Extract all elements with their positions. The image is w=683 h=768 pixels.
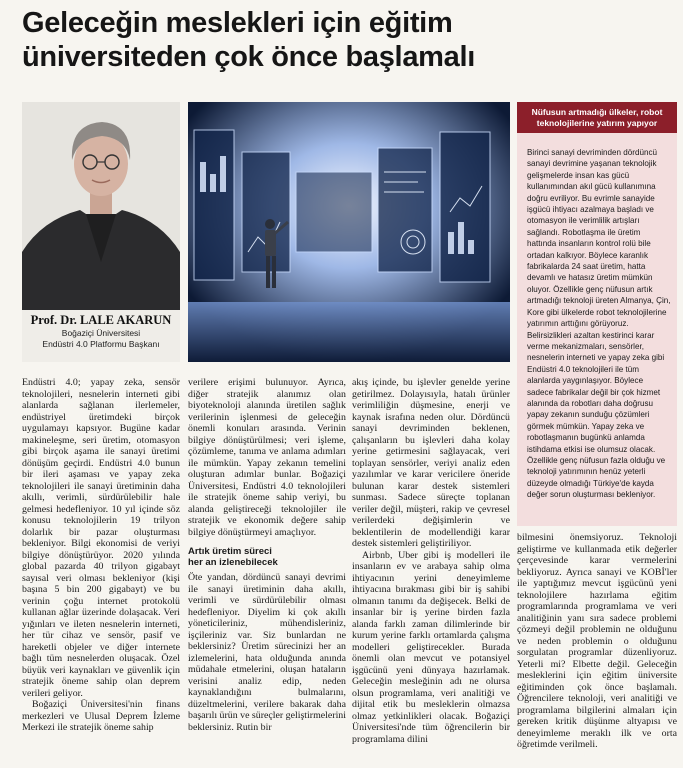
col3-paragraph-2: Airbnb, Uber gibi iş modelleri ile insanların ev ve arabaya sahip olma ihtiyacının yerini deneyimleme ihtiyacına bırakması gibi bir iş sahibi olmanın tanımı da değişecek. Belki de insanlar bir iş yerine birden fazla alanda farklı zaman dilimlerinde bir kurum yerine farklı ortamlarda çalışma modelleri geliştirecekler. Burada önemli olan mevcut ve potansiyel işgücünü yeni dünyaya hazırlamak. Geleceğin mesleğinin adı ne olursa olsun programlama, veri analitiği ve dijital etik bu mesleklerin olmazsa olmaz yetkinlikleri olacak. Boğaziçi Üniversitesi'nde tüm öğrencilerin bir programlama dilini bbox=[352, 549, 510, 745]
sidebar-paragraph: Birinci sanayi devriminden dördüncü sanayi devrimine yaşanan teknolojik gelişmelerde insan kas gücü kullanımından akıl gücü kullanımına doğru evriliyor. Bu evrimle sanayide işgücü ihtiyacı azalmaya başladı ve otomasyon ile verimlilik artışları sağlandı. Robotlaşma ile üretim hattında insanların kontrol rolü bile ortadan kalkıyor. Böylece karanlık fabrikalarda 24 saat üretim, hatta devamlı ve hatasız üretim mümkün oluyor. Özellikle genç nüfusun artık artmadığı teknoloji üreten Almanya, Çin, Kore gibi ülkelerde robot teknolojilerine yatırımın arttığını görüyoruz. Belirsizlikleri azaltan kestirinci karar verme mekanizmaları, sensörler, nesnelerin interneti ve yapay zeka gibi Endüstri 4.0 teknolojileri ile tüm alanlarda yaygınlaşıyor. Böylece sadece fabrikalar değil bir çok hizmet alanında da robotları daha doğrusu yapay zekanın sunduğu çözümleri görmek mümkün. Yapay zeka ve robotlaşmanın bugünkü anlamda istihdama etkisi ise olumsuz olacak. Özellikle genç nüfusun fazla olduğu ve teknoloji yatırımının henüz yeterli düzeyde olmadığı Türkiye'de kayda değer sorun oluşturması bekleniyor. bbox=[527, 148, 671, 500]
sidebar-box bbox=[517, 102, 677, 526]
col2-subheading-line-1: Artık üretim süreci bbox=[188, 546, 272, 557]
col1-paragraph-2: Boğaziçi Üniversitesi'nin finans merkezleri ve Ulusal Deprem İzleme Merkezi ile stratejik öneme sahip bbox=[22, 699, 180, 733]
author-role: Endüstri 4.0 Platformu Başkanı bbox=[42, 339, 160, 349]
author-affiliation: Boğaziçi Üniversitesi bbox=[61, 328, 141, 338]
sidebar-title: Nüfusun artmadığı ülkeler, robot teknolojilerine yatırım yapıyor bbox=[517, 102, 677, 133]
headline-line-2: üniversiteden çok önce başlamalı bbox=[22, 41, 475, 73]
column-3 bbox=[352, 377, 510, 745]
col2-paragraph-1: verilere erişimi bulunuyor. Ayrıca, diğer stratejik alanımız olan biyoteknoloji alanında üretilen sağlık verilerinin işlenmesi de geleceğin önemli konuları arasında. Verinin bilgiye dönüştürülmesi; veri işleme, çözümleme, tanıma ve anlama adımları ile mümkün. Yapay zekanın temelini oluşturan adımlar bunlar. Boğaziçi Üniversitesi, Endüstri 4.0 teknolojileri ile stratejik öneme sahip veriyi, bu alanda geliştireceği teknolojiler ile stratejik ve ekonomik değere sahip bilgiye dönüştürmeyi amaçlıyor. bbox=[188, 377, 346, 538]
author-name: Prof. Dr. LALE AKARUN bbox=[30, 313, 172, 327]
column-2 bbox=[188, 377, 346, 733]
headline bbox=[22, 6, 662, 74]
author-caption bbox=[22, 310, 180, 362]
author-photo bbox=[22, 102, 180, 310]
column-1 bbox=[22, 377, 180, 734]
sidebar-body bbox=[517, 133, 677, 501]
col2-subheading-line-2: her an izlenebilecek bbox=[188, 557, 278, 568]
author-portrait-image bbox=[22, 102, 180, 310]
hero-image bbox=[188, 102, 510, 362]
digital-interface-illustration bbox=[188, 102, 510, 362]
col1-paragraph-1: Endüstri 4.0; yapay zeka, sensör teknolojileri, nesnelerin interneti gibi alanlarda sağlanan ilerlemeler, endüstriyel üretimdeki birçok uygulamayı kapsıyor. Bugüne kadar makineleşme, seri üretim, otomasyon gibi birçok aşama ile sanayi üretimi dönüşüm geçirdi. Endüstri 4.0 bunun bir ileri aşaması ve yapay zeka teknolojileri ile sanayi üretiminin daha akıllı, verimli, sürdürülebilir hale gelmesi hedefleniyor. 10 yıl içinde söz konusu teknolojilerin 19 trilyon dolarlık bir pazar oluşturması bekleniyor. Bilgi ekonomisi de veriyi bilgiye dönüştürüyor. 2020 yılında global pazarda 40 trilyon gigabayt sayısal veri olması bekleniyor (kişi başına 5 bin 200 gigabayt) ve bu verinin çoğu internet protokolü kullanan ağlar üzerinde dolaşacak. Veri yığınları ve ileten nesnelerin interneti, her tür cihaz ve sensör, pasif ve hareketli objeler ve diğer internete bağlı tüm nesnelerden oluşacak. Özel büyük veri kaynakları ve güvenlik için stratejik öneme sahip olan deprem verileri geliyor. bbox=[22, 377, 180, 699]
col2-paragraph-2: Öte yandan, dördüncü sanayi devrimi ile sanayi üretiminin daha akıllı, verimli ve sürdürülebilir olması hedefleniyor. Diyelim ki çok akıllı yöneticileriniz, mühendisleriniz, işçileriniz var. Siz bunlardan ne beklersiniz? Üretim sürecinizi her an izlemelerini, hata olduğunda anında müdahale etmelerini, oluşan hataların verisini analiz edip, neden kaynaklandığını bulmalarını, düzeltmelerini, verilere bakarak daha başarılı ürün ve süreçler geliştirmelerini beklersiniz. Rutin bir bbox=[188, 572, 346, 733]
col3-paragraph-1: akış içinde, bu işlevler genelde yerine getirilmez. Dolayısıyla, hatalı ürünler verimliliğin düşmesine, enerji ve kaynak israfına neden olur. Dördüncü sanayi devriminden beklenen, çalışanların bu işlevleri daha kolay yerine getirmesini sağlayacak, veri toplayan sensörler, veriyi analiz eden yazılımlar ve karar vericilere öneride bulunan karar destek sistemleri sunması. Sadece süreçte toplanan veriler değil, müşteri, rakip ve çevresel verilerdeki değişimlerin ve beklentilerin de modellendiği karar destek sistemleri geliştiriliyor. bbox=[352, 377, 510, 549]
column-4 bbox=[517, 532, 677, 751]
headline-line-1: Geleceğin meslekleri için eğitim bbox=[22, 7, 453, 39]
col4-paragraph-1: bilmesini önemsiyoruz. Teknoloji geliştirme ve kullanmada etik değerler çerçevesinde karar vermelerini bekliyoruz. Ayrıca sanayi ve KOBİ'ler ile yaptığımız mevcut işgücünü yeni teknolojilere hazırlama eğitim programlarında programlama ve veri analitiğinin yanı sıra sadece problemi çözmeyi değil problemin ne olduğunu ve neden problemin o olduğunu sorgulatan programlar düzenliyoruz. Yeterli mi? Elbette değil. Geleceğin mesleklerini için eğitim üniversite eğitiminden çok önce başlamalı. Öğrencilere teknoloji, veri analitiği ve programlama bilgilerini almaları için gereken kritik düşünme altyapısı ve deneyimleme meraklı ilk ve orta öğretimde verilmeli. bbox=[517, 532, 677, 750]
col2-subheading bbox=[188, 546, 346, 568]
